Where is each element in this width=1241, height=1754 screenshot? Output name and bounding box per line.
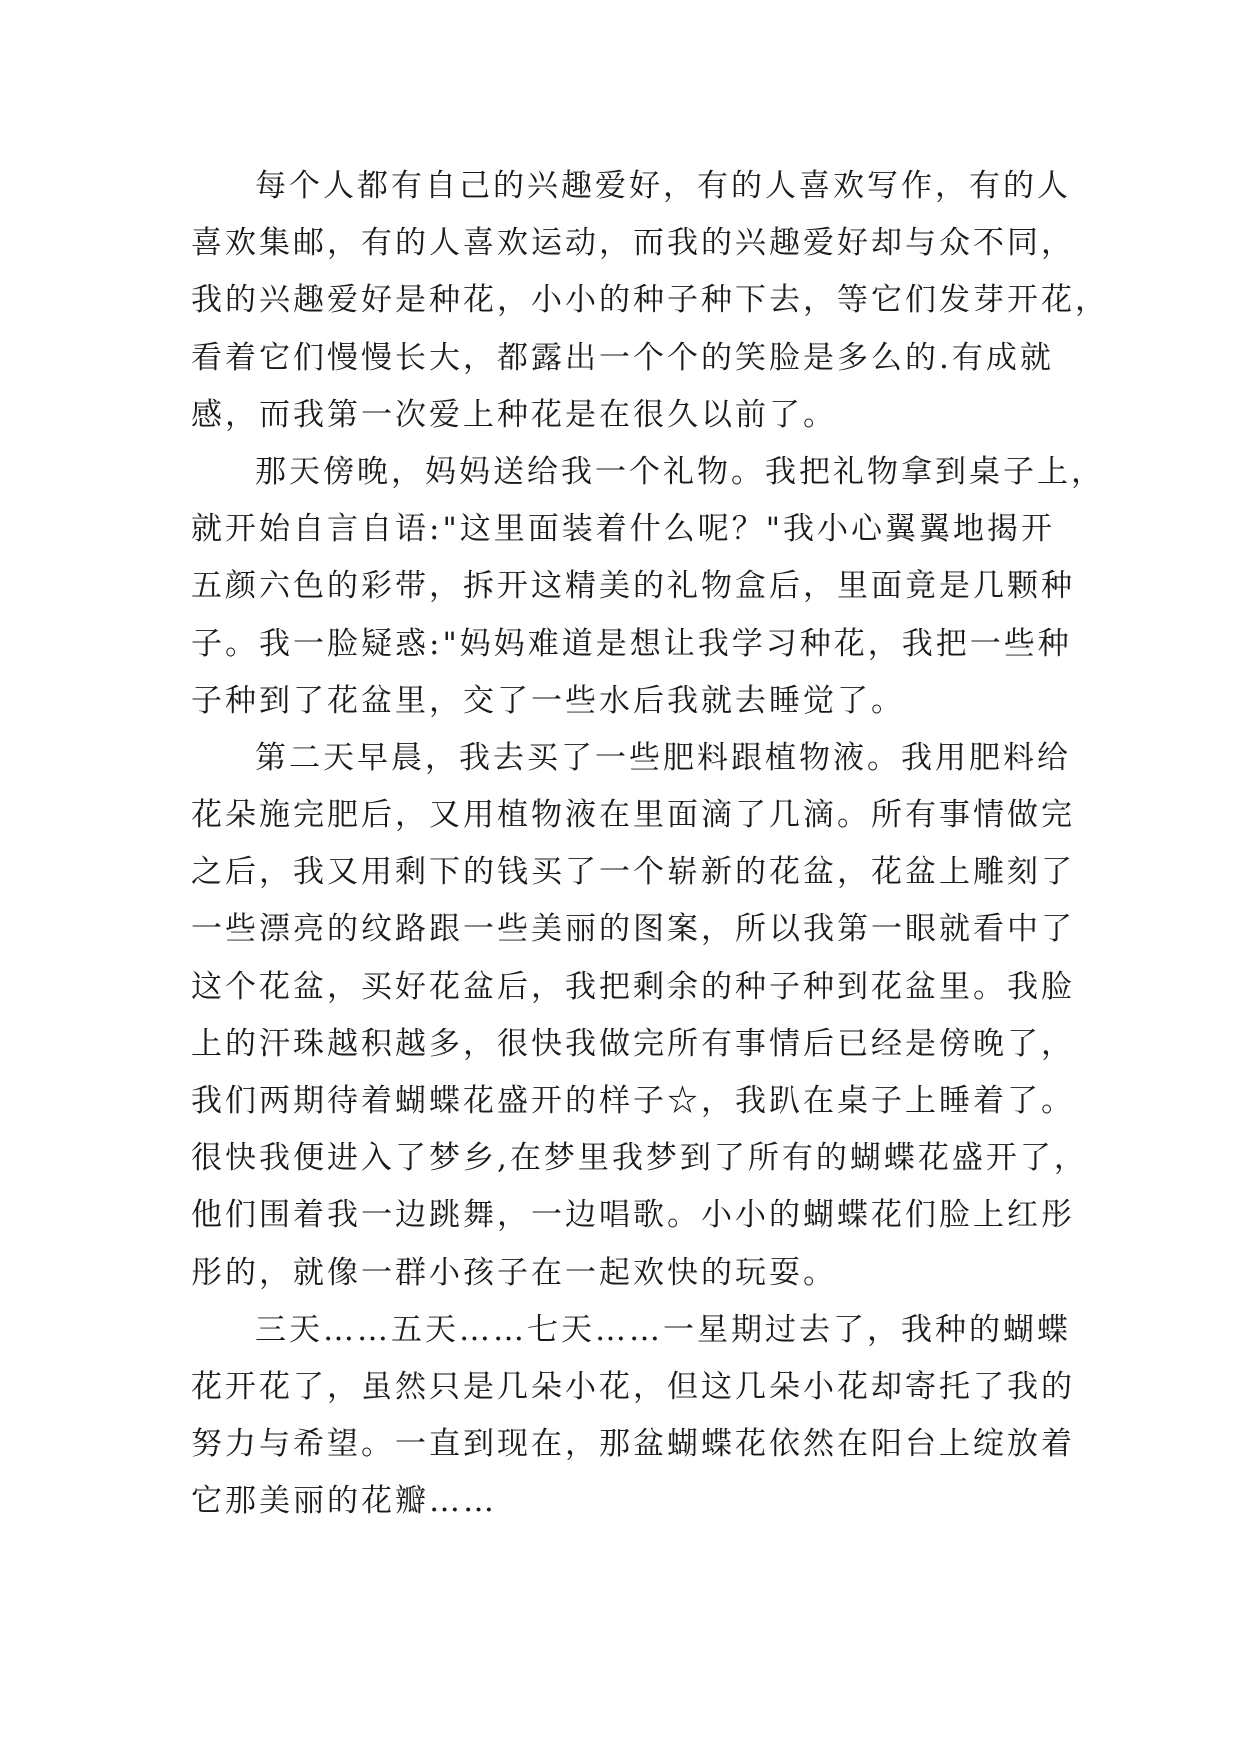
text-line: 努力与希望。一直到现在，那盆蝴蝶花依然在阳台上绽放着 [191, 1426, 1075, 1463]
text-line: 喜欢集邮，有的人喜欢运动，而我的兴趣爱好却与众不同， [191, 225, 1075, 262]
text-line: 这个花盆，买好花盆后，我把剩余的种子种到花盆里。我脸 [191, 968, 1075, 1005]
paragraph-3 [191, 730, 1088, 1302]
text-line: 它那美丽的花瓣…… [191, 1483, 497, 1520]
text-line: 五颜六色的彩带，拆开这精美的礼物盒后，里面竟是几颗种 [191, 568, 1075, 605]
text-line: 他们围着我一边跳舞，一边唱歌。小小的蝴蝶花们脸上红彤 [191, 1197, 1075, 1234]
text-line: 第二天早晨，我去买了一些肥料跟植物液。我用肥料给 [255, 739, 1071, 776]
text-line: 之后，我又用剩下的钱买了一个崭新的花盆，花盆上雕刻了 [191, 854, 1075, 891]
text-line: 子种到了花盆里，交了一些水后我就去睡觉了。 [191, 682, 905, 719]
text-line: 三天……五天……七天……一星期过去了，我种的蝴蝶 [255, 1311, 1071, 1348]
text-line: 那天傍晚，妈妈送给我一个礼物。我把礼物拿到桌子上， [255, 453, 1105, 490]
text-line: 子。我一脸疑惑:"妈妈难道是想让我学习种花，我把一些种 [191, 625, 1072, 662]
text-line: 感，而我第一次爱上种花是在很久以前了。 [191, 396, 837, 433]
text-line: 很快我便进入了梦乡,在梦里我梦到了所有的蝴蝶花盛开了， [191, 1140, 1088, 1177]
paragraph-4 [191, 1302, 1075, 1531]
text-line: 花朵施完肥后，又用植物液在里面滴了几滴。所有事情做完 [191, 797, 1075, 834]
text-line: 彤的，就像一群小孩子在一起欢快的玩耍。 [191, 1254, 837, 1291]
text-line: 每个人都有自己的兴趣爱好，有的人喜欢写作，有的人 [255, 168, 1071, 204]
text-line: 花开花了，虽然只是几朵小花，但这几朵小花却寄托了我的 [191, 1368, 1075, 1405]
text-line: 就开始自言自语:"这里面装着什么呢？"我小心翼翼地揭开 [191, 511, 1055, 548]
essay-body [191, 158, 1109, 1531]
paragraph-1 [191, 158, 1109, 444]
text-line: 我们两期待着蝴蝶花盛开的样子☆，我趴在桌子上睡着了。 [191, 1083, 1075, 1119]
text-line: 一些漂亮的纹路跟一些美丽的图案，所以我第一眼就看中了 [191, 911, 1075, 948]
text-line: 看着它们慢慢长大，都露出一个个的笑脸是多么的.有成就 [191, 339, 1054, 376]
text-line: 我的兴趣爱好是种花，小小的种子种下去，等它们发芽开花， [191, 282, 1109, 319]
paragraph-2 [191, 444, 1105, 730]
text-line: 上的汗珠越积越多，很快我做完所有事情后已经是傍晚了， [191, 1025, 1075, 1062]
